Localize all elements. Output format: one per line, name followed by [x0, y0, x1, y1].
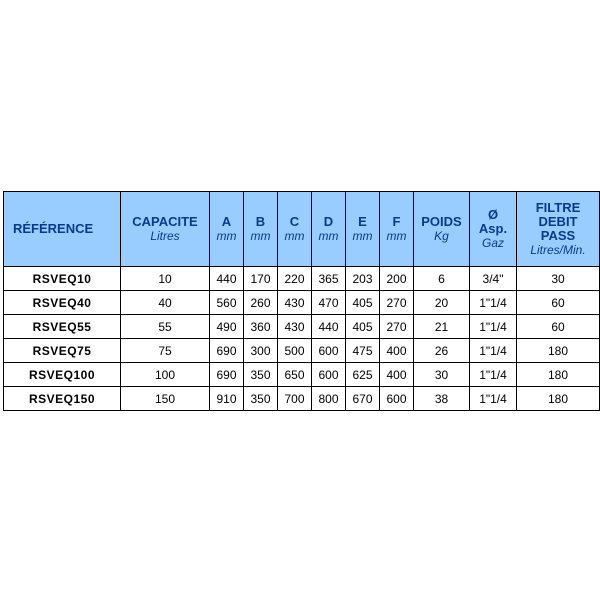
header-c-label: C [289, 214, 300, 229]
cell-c: 650 [278, 363, 312, 387]
table-header [4, 192, 600, 267]
header-filtre-label3: PASS [540, 228, 576, 243]
cell-capacite: 100 [121, 363, 210, 387]
header-filtre-unit: Litres/Min. [530, 243, 586, 257]
header-d-label: D [323, 214, 334, 229]
header-asp-unit: Gaz [481, 236, 504, 250]
cell-e: 405 [346, 291, 380, 315]
header-filtre [517, 192, 600, 267]
table-row [4, 363, 600, 387]
cell-e: 405 [346, 315, 380, 339]
cell-b: 300 [244, 339, 278, 363]
cell-b: 350 [244, 387, 278, 411]
cell-filtre: 60 [517, 291, 600, 315]
cell-c: 430 [278, 315, 312, 339]
cell-filtre: 180 [517, 387, 600, 411]
cell-poids: 20 [414, 291, 470, 315]
header-poids-unit: Kg [434, 229, 449, 243]
header-c-unit: mm [284, 229, 305, 243]
cell-a: 440 [210, 267, 244, 291]
cell-asp: 1"1/4 [470, 387, 517, 411]
cell-a: 690 [210, 339, 244, 363]
header-poids [414, 192, 470, 267]
cell-poids: 38 [414, 387, 470, 411]
cell-d: 800 [312, 387, 346, 411]
header-a-label: A [221, 214, 232, 229]
cell-e: 203 [346, 267, 380, 291]
cell-poids: 30 [414, 363, 470, 387]
header-d-unit: mm [318, 229, 339, 243]
cell-f: 200 [380, 267, 414, 291]
table-row [4, 315, 600, 339]
table-row [4, 267, 600, 291]
cell-c: 220 [278, 267, 312, 291]
cell-d: 365 [312, 267, 346, 291]
cell-poids: 6 [414, 267, 470, 291]
cell-reference: RSVEQ150 [4, 387, 121, 411]
header-b-unit: mm [250, 229, 271, 243]
header-d [312, 192, 346, 267]
cell-c: 700 [278, 387, 312, 411]
cell-b: 350 [244, 363, 278, 387]
cell-filtre: 30 [517, 267, 600, 291]
cell-asp: 1"1/4 [470, 339, 517, 363]
cell-d: 470 [312, 291, 346, 315]
header-f-unit: mm [386, 229, 407, 243]
header-capacite [121, 192, 210, 267]
cell-capacite: 40 [121, 291, 210, 315]
cell-reference: RSVEQ55 [4, 315, 121, 339]
cell-filtre: 180 [517, 339, 600, 363]
header-poids-label: POIDS [421, 214, 462, 229]
cell-capacite: 150 [121, 387, 210, 411]
cell-filtre: 60 [517, 315, 600, 339]
cell-c: 500 [278, 339, 312, 363]
cell-capacite: 75 [121, 339, 210, 363]
spec-table-container [3, 191, 599, 411]
cell-asp: 3/4" [470, 267, 517, 291]
table-row [4, 387, 600, 411]
header-b-label: B [255, 214, 266, 229]
cell-reference: RSVEQ100 [4, 363, 121, 387]
header-reference: RÉFÉRENCE [4, 192, 121, 267]
cell-capacite: 10 [121, 267, 210, 291]
header-a [210, 192, 244, 267]
header-filtre-label2: DEBIT [538, 214, 578, 229]
header-filtre-label1: FILTRE [535, 200, 581, 215]
header-e-unit: mm [352, 229, 373, 243]
cell-b: 360 [244, 315, 278, 339]
header-b [244, 192, 278, 267]
cell-a: 690 [210, 363, 244, 387]
cell-capacite: 55 [121, 315, 210, 339]
header-row [4, 192, 600, 267]
cell-d: 440 [312, 315, 346, 339]
header-c [278, 192, 312, 267]
header-f-label: F [392, 214, 401, 229]
cell-d: 600 [312, 339, 346, 363]
cell-reference: RSVEQ40 [4, 291, 121, 315]
header-f [380, 192, 414, 267]
cell-a: 490 [210, 315, 244, 339]
cell-e: 670 [346, 387, 380, 411]
cell-f: 270 [380, 291, 414, 315]
table-body [4, 267, 600, 411]
header-e [346, 192, 380, 267]
cell-f: 600 [380, 387, 414, 411]
cell-reference: RSVEQ75 [4, 339, 121, 363]
header-capacite-unit: Litres [150, 229, 180, 243]
cell-filtre: 180 [517, 363, 600, 387]
cell-asp: 1"1/4 [470, 315, 517, 339]
spec-table [3, 191, 600, 411]
header-asp-label1: Ø [487, 207, 499, 222]
cell-b: 170 [244, 267, 278, 291]
cell-asp: 1"1/4 [470, 363, 517, 387]
table-row [4, 291, 600, 315]
header-capacite-label: CAPACITE [132, 214, 198, 229]
header-asp [470, 192, 517, 267]
cell-f: 400 [380, 363, 414, 387]
cell-poids: 26 [414, 339, 470, 363]
cell-reference: RSVEQ10 [4, 267, 121, 291]
cell-c: 430 [278, 291, 312, 315]
cell-a: 910 [210, 387, 244, 411]
cell-f: 270 [380, 315, 414, 339]
cell-e: 625 [346, 363, 380, 387]
cell-d: 600 [312, 363, 346, 387]
cell-asp: 1"1/4 [470, 291, 517, 315]
cell-e: 475 [346, 339, 380, 363]
header-asp-label2: Asp. [478, 221, 508, 236]
header-e-label: E [358, 214, 367, 229]
table-row [4, 339, 600, 363]
cell-a: 560 [210, 291, 244, 315]
cell-poids: 21 [414, 315, 470, 339]
cell-b: 260 [244, 291, 278, 315]
cell-f: 400 [380, 339, 414, 363]
header-a-unit: mm [216, 229, 237, 243]
